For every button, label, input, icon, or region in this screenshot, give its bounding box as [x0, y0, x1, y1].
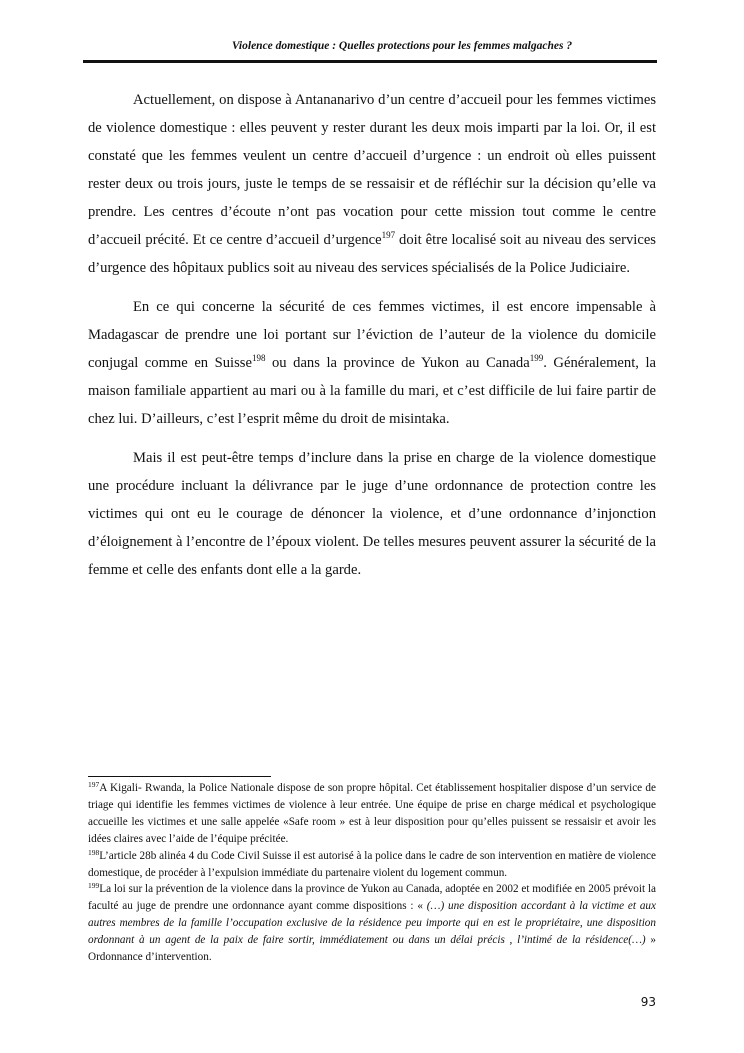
paragraph-3: Mais il est peut-être temps d’inclure dans la prise en charge de la violence domestique une procédure incluant la délivrance par le juge d’une ordonnance de protection contre les victimes qui ont eu le courage de dénoncer la violence, et d’une ordonnance d’injonction d’éloignement à l’encontre de l’époux violent. De telles mesures peuvent assurer la sécurité de la femme et celle des enfants dont elle a la garde. [88, 450, 656, 578]
footnote-197 [88, 780, 656, 848]
footnote-quote: (…) une disposition accordant à la victime et aux autres membres de la famille l’occupation exclusive de la résidence peu importe qui en est le propriétaire, une disposition ordonnant à un agent de la paix de faire sortir, immédiatement ou dans un délai précis , l’intimé de la résidence(…) [88, 900, 656, 947]
main-text [88, 86, 656, 595]
paragraph-1-text-a: Actuellement, on dispose à Antananarivo d’un centre d’accueil pour les femmes victimes de violence domestique : elles peuvent y rester durant les deux mois imparti par la loi. Or, il est constaté que les femmes veulent un centre d’accueil d’urgence : un endroit où elles puissent rester deux ou trois jours, juste le temps de se ressaisir et de réfléchir sur la décision qu’elle va prendre. Les centres d’écoute n’ont pas vocation pour cette mission tout comme le centre d’accueil précité. Et ce centre d’accueil d’urgence [88, 92, 656, 248]
footnote-text: La loi sur la prévention de la violence dans la province de Yukon au Canada, adoptée en 2002 et modifiée en 2005 prévoit la faculté au juge de prendre une ordonnance ayant comme dispositions : « [88, 883, 656, 913]
paragraph-2-text-a: En ce qui concerne la sécurité de ces femmes victimes, il est encore impensable à Madagascar de prendre une loi portant sur l’éviction de l’auteur de la violence du domicile conjugal comme en Suisse [88, 299, 656, 371]
footnote-tail: » Ordonnance d’intervention. [88, 934, 657, 964]
footnote-number: 199 [88, 881, 100, 891]
footnote-number: 197 [88, 780, 100, 789]
paragraph-2-text-b: ou dans la province de Yukon au Canada [265, 355, 530, 371]
footnote-separator [88, 776, 271, 777]
paragraph-2-text-c: . Généralement, la maison familiale appartient au mari ou à la famille du mari, et c’est difficile de lui faire partir de chez lui. D’ailleurs, c’est l’esprit même du droit de misintaka. [88, 355, 656, 427]
footnote-number: 198 [88, 847, 100, 857]
footnote-198 [88, 848, 656, 882]
header-rule [83, 60, 657, 63]
footnote-text: L’article 28b alinéa 4 du Code Civil Suisse il est autorisé à la police dans le cadre de son intervention en matière de violence domestique, de procéder à l’expulsion immédiate du partenaire violent du logement commun. [88, 849, 656, 879]
page-number: 93 [640, 995, 656, 1009]
header-title: Violence domestique : Quelles protections pour les femmes malgaches ? [231, 40, 573, 52]
footnote-ref-197[interactable]: 197 [381, 230, 396, 240]
paragraph-2 [88, 293, 656, 433]
footnote-text: A Kigali- Rwanda, la Police Nationale dispose de son propre hôpital. Cet établissement hospitalier dispose d’un service de triage qui identifie les femmes victimes de violence à leur entrée. Une équipe de prise en charge médical et psychologique accueille les victimes et une salle appelée «Safe room » est à leur disposition pour qu’elles puissent se ressaisir et avoir les idées claires avec l’aide de l’équipe précitée. [88, 782, 656, 845]
paragraph-1-text-b: doit être localisé soit au niveau des services d’urgence des hôpitaux publics soit au niveau des services spécialisés de la Police Judiciaire. [88, 232, 656, 276]
footnote-ref-198[interactable]: 198 [251, 353, 266, 363]
footnote-199 [88, 881, 656, 966]
paragraph-1 [88, 86, 656, 282]
footnotes [88, 780, 656, 966]
footnote-ref-199[interactable]: 199 [529, 353, 544, 363]
running-header [0, 40, 744, 52]
